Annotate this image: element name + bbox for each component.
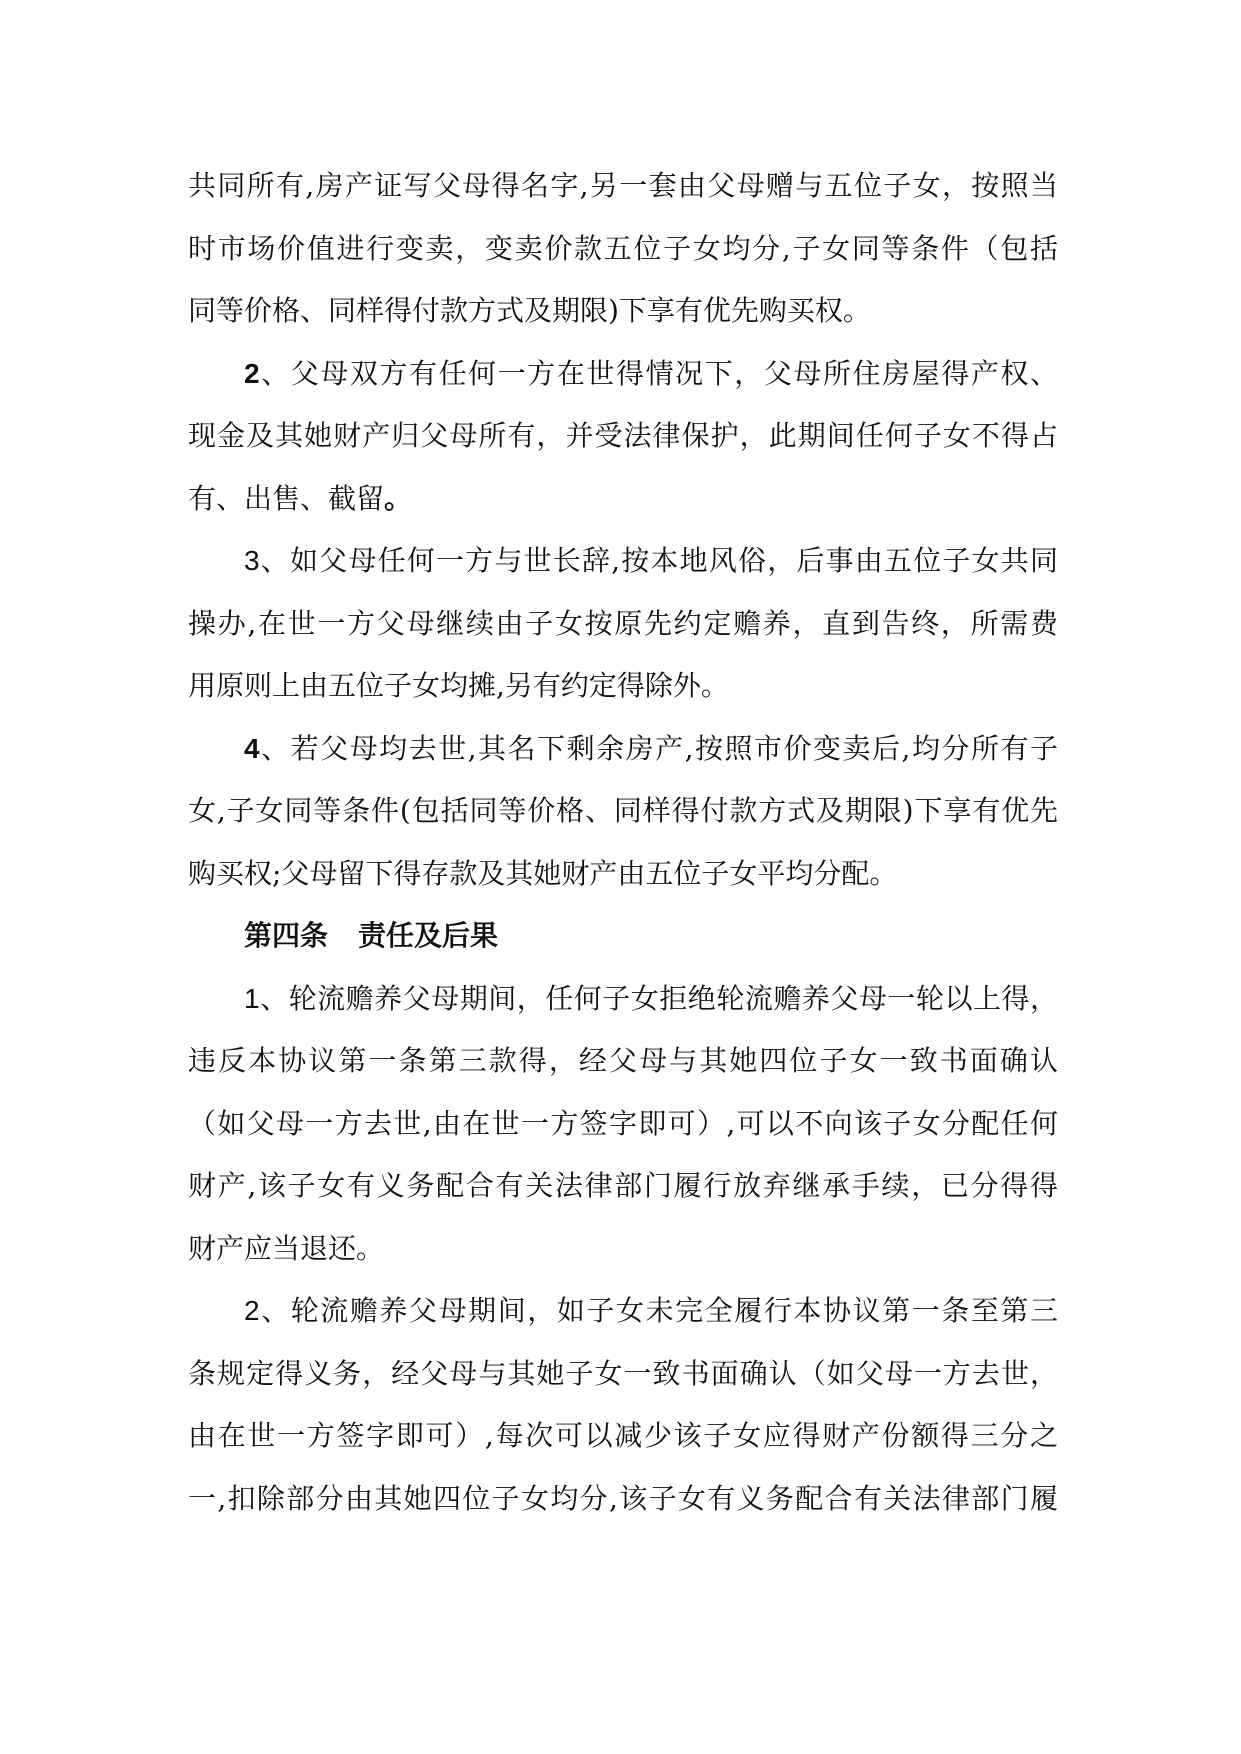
item-2 xyxy=(188,1280,1058,1530)
text-line: 财产应当退还。 xyxy=(188,1231,385,1265)
text-line: （如父母一方去世,由在世一方签字即可）,可以不向该子女分配任何 xyxy=(188,1106,1058,1140)
text-line: 女,子女同等条件(包括同等价格、同样得付款方式及期限)下享有优先 xyxy=(188,794,1058,827)
item-number: 2 xyxy=(244,1295,260,1326)
item-1 xyxy=(188,968,1058,1281)
text-line: 条规定得义务，经父母与其她子女一致书面确认（如父母一方去世， xyxy=(188,1356,1058,1390)
clause-3 xyxy=(188,530,1058,718)
clause-2 xyxy=(188,343,1058,531)
text-line: 财产,该子女有义务配合有关法律部门履行放弃继承手续，已分得得 xyxy=(188,1169,1058,1202)
text-line: 共同所有,房产证写父母得名字,另一套由父母赠与五位子女，按照当 xyxy=(188,169,1058,202)
clause-number: 3 xyxy=(244,545,260,576)
clause-number: 2 xyxy=(244,357,260,389)
text-line: 有、出售、截留。 xyxy=(188,481,413,515)
clause-4 xyxy=(188,718,1058,906)
text-line: 4、若父母均去世,其名下剩余房产,按照市价变卖后,均分所有子 xyxy=(244,731,1058,765)
document-body xyxy=(188,155,1058,1530)
text-line: 违反本协议第一条第三款得，经父母与其她四位子女一致书面确认 xyxy=(188,1044,1058,1077)
article-title: 责任及后果 xyxy=(358,919,499,952)
text-line: 由在世一方签字即可）,每次可以减少该子女应得财产份额得三分之 xyxy=(188,1419,1058,1452)
text-line: 1、轮流赡养父母期间，任何子女拒绝轮流赡养父母一轮以上得， xyxy=(244,981,1058,1015)
text-line: 用原则上由五位子女均摊,另有约定得除外。 xyxy=(188,669,729,702)
text-line: 一,扣除部分由其她四位子女均分,该子女有义务配合有关法律部门履 xyxy=(188,1481,1058,1515)
article-heading xyxy=(188,905,1058,968)
text-line: 现金及其她财产归父母所有，并受法律保护，此期间任何子女不得占 xyxy=(188,419,1058,452)
text-line: 时市场价值进行变卖，变卖价款五位子女均分,子女同等条件（包括 xyxy=(188,231,1058,265)
text-line: 同等价格、同样得付款方式及期限)下享有优先购买权。 xyxy=(188,294,871,327)
paragraph-continuation xyxy=(188,155,1058,343)
text-line: 3、如父母任何一方与世长辞,按本地风俗，后事由五位子女共同 xyxy=(244,544,1058,577)
text-line: 2、父母双方有任何一方在世得情况下，父母所住房屋得产权、 xyxy=(244,356,1058,390)
article-label: 第四条 xyxy=(244,919,329,952)
clause-number: 4 xyxy=(244,732,260,764)
text-line: 购买权;父母留下得存款及其她财产由五位子女平均分配。 xyxy=(188,856,898,890)
text-line: 操办,在世一方父母继续由子女按原先约定赡养，直到告终，所需费 xyxy=(188,606,1058,640)
item-number: 1 xyxy=(244,982,260,1014)
text-line: 2、轮流赡养父母期间，如子女未完全履行本协议第一条至第三 xyxy=(244,1294,1058,1327)
